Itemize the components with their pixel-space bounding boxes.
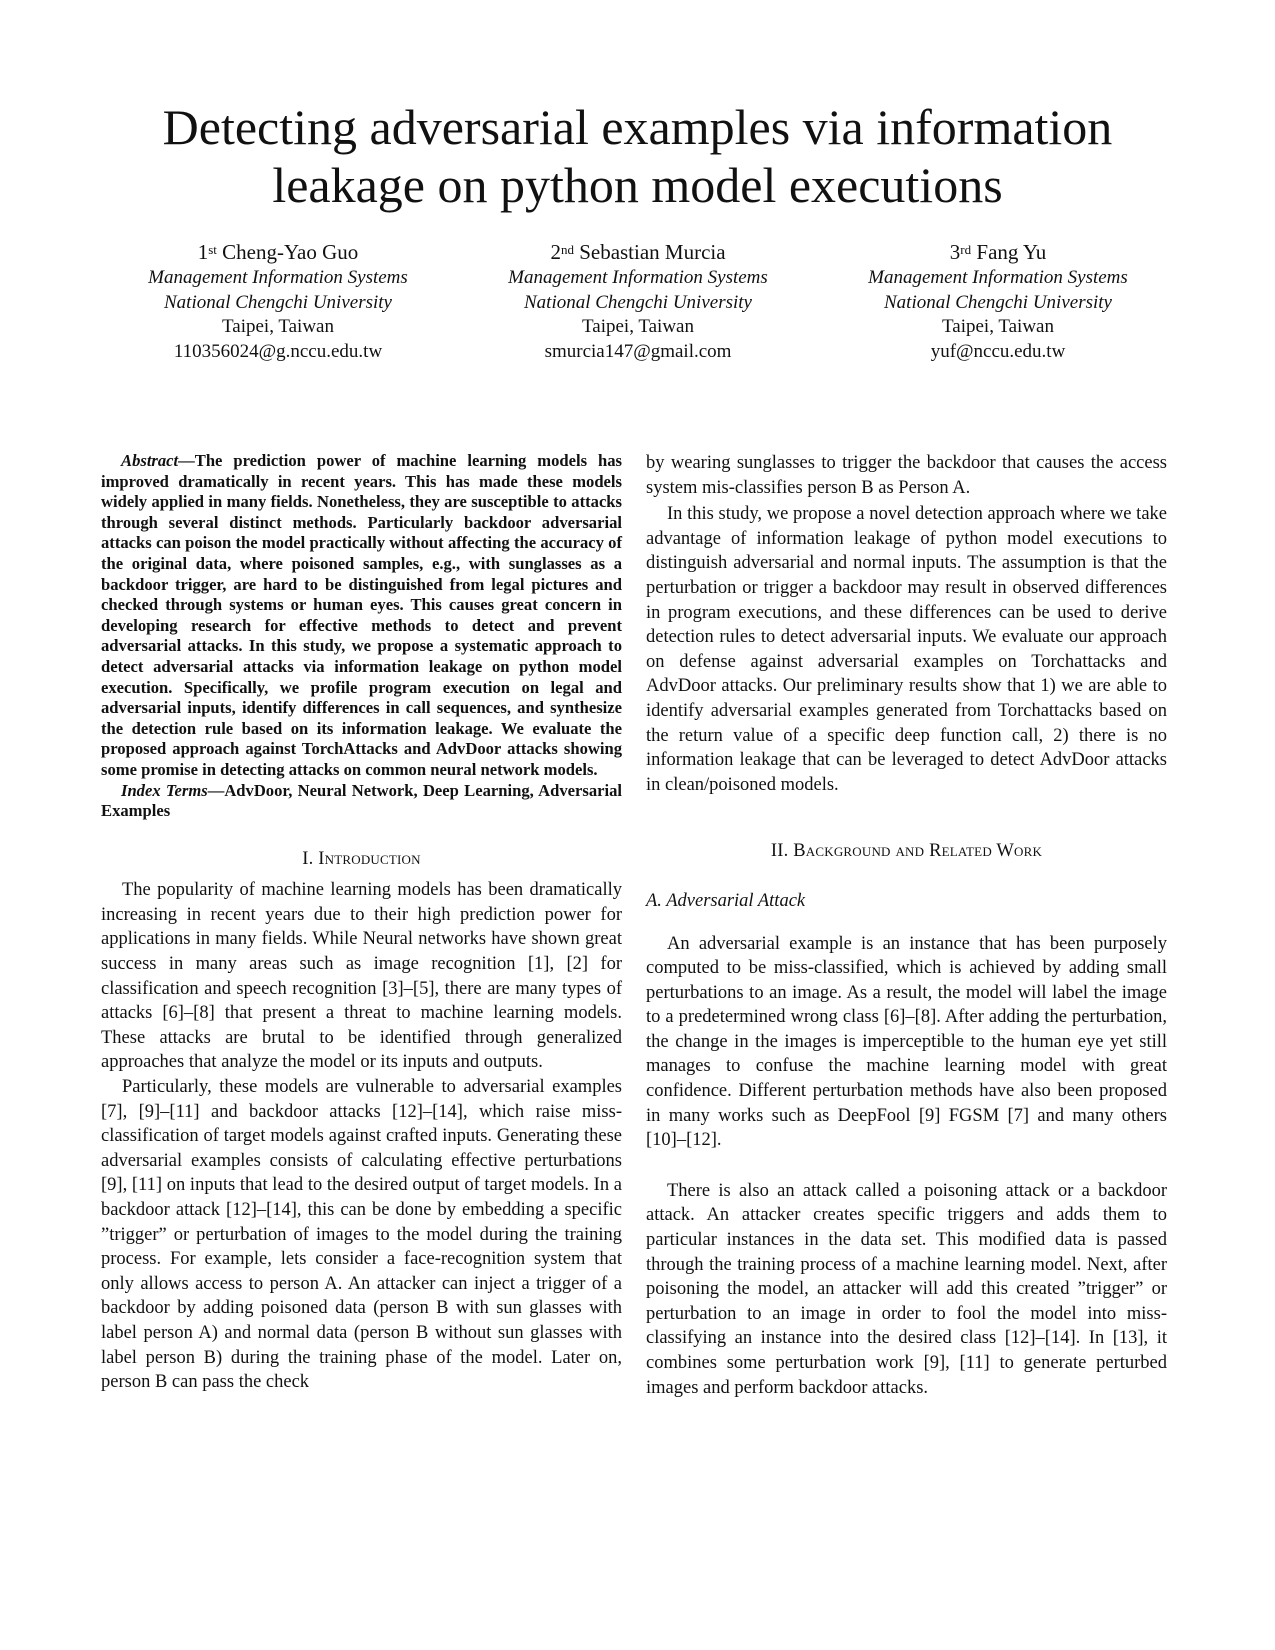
- section-1-heading: [101, 847, 622, 872]
- author-1-location: Taipei, Taiwan: [221, 316, 334, 337]
- author-2-dept: Management Information Systems: [508, 267, 768, 288]
- author-3-dept: Management Information Systems: [868, 267, 1128, 288]
- author-3-ordinal: 3: [949, 240, 961, 264]
- author-1-name: Cheng-Yao Guo: [222, 240, 359, 264]
- index-terms-text: —AdvDoor, Neural Network, Deep Learning, Adversarial Examples: [101, 780, 622, 821]
- background-paragraph-2: There is also an attack called a poisoning attack or a backdoor attack. An attacker creates specific triggers and adds them to particular instances in the data set. This modified data is passed through the training process of a machine learning model. Next, after poisoning the model, an attacker will add this created ”trigger” or perturbation to an image in order to fool the model into miss-classifying an instance into the desired class [12]–[14]. In [13], it combines some perturbation work [9], [11] to generate perturbed images and perform backdoor attacks.: [646, 1180, 1167, 1398]
- author-2-location: Taipei, Taiwan: [581, 316, 694, 337]
- left-column: [101, 451, 622, 1395]
- intro-paragraph-2: Particularly, these models are vulnerable to adversarial examples [7], [9]–[11] and backdoor attacks [12]–[14], which raise miss-classification of target models against crafted inputs. Generating these adversarial examples consists of calculating effective perturbations [9], [11] on inputs that lead to the desired output of target models. In a backdoor attack [12]–[14], this can be done by embedding a specific ”trigger” or perturbation of images to the model during the training process. For example, lets consider a face-recognition system that only allows access to person A. An attacker can inject a trigger of a backdoor by adding poisoned data (person B with sun glasses with label person A) and normal data (person B without sun glasses with label person B) during the training phase of the model. Later on, person B can pass the check: [101, 1077, 622, 1393]
- background-paragraph-1: An adversarial example is an instance that has been purposely computed to be miss-classified, which is achieved by adding small perturbations to an image. As a result, the model will label the image to a predetermined wrong class [6]–[8]. After adding the perturbation, the change in the images is imperceptible to the human eye yet still manages to confuse the machine learning model with great confidence. Different perturbation methods have also been proposed in many works such as DeepFool [9] FGSM [7] and many others [10]–[12].: [646, 933, 1167, 1151]
- author-3-email: yuf@nccu.edu.tw: [930, 340, 1066, 362]
- subsection-a-heading: A. Adversarial Attack: [646, 890, 806, 911]
- index-terms: [101, 781, 622, 822]
- author-2-name: Sebastian Murcia: [579, 240, 726, 264]
- author-1-dept: Management Information Systems: [148, 267, 408, 288]
- author-3: [838, 238, 1158, 364]
- abstract-text: —The prediction power of machine learning models has improved dramatically in recent years. This has made these models widely applied in many fields. Nonetheless, they are susceptible to attacks through several distinct methods. Particularly backdoor adversarial attacks can poison the model practically without affecting the accuracy of the original data, where poisoned samples, e.g., with sunglasses as a backdoor trigger, are hard to be distinguished from legal pictures and checked through systems or human eyes. This causes great concern in developing research for effective methods to detect and prevent adversarial attacks. In this study, we propose a systematic approach to detect adversarial attacks via information leakage on python model execution. Specifically, we profile program execution on legal and adversarial inputs, identify differences in call sequences, and synthesize the detection rule based on its information leakage. We evaluate the proposed approach against TorchAttacks and AdvDoor attacks showing some promise in detecting attacks on common neural network models.: [101, 451, 622, 779]
- author-2-ordinal: 2: [550, 240, 561, 264]
- index-terms-lead: Index Terms: [121, 780, 208, 800]
- author-3-ordinal-suffix: rd: [960, 242, 972, 257]
- abstract: [101, 451, 622, 781]
- author-1: [118, 238, 438, 364]
- author-1-university: National Chengchi University: [164, 291, 392, 313]
- author-1-email: 110356024@g.nccu.edu.tw: [173, 340, 383, 362]
- author-2-university: National Chengchi University: [524, 291, 752, 313]
- author-3-name: Fang Yu: [976, 240, 1047, 264]
- section-2-heading: [646, 839, 1167, 864]
- author-1-ordinal-suffix: st: [208, 242, 217, 257]
- abstract-lead: Abstract: [121, 451, 179, 470]
- section-2-title: Background and Related Work: [793, 841, 1043, 862]
- intro-paragraph-1: The popularity of machine learning models has been dramatically increasing in recent years due to their high prediction power for applications in many fields. While Neural networks have shown great success in many areas such as image recognition [1], [2] for classification and speech recognition [3]–[5], there are many types of attacks [6]–[8] that present a threat to machine learning models. These attacks are brutal to be identified through generalized approaches that analyze the model or its inputs and outputs.: [101, 880, 622, 1073]
- paper-title: Detecting adversarial examples via information leakage on python model executions: [162, 99, 1113, 213]
- right-column: [646, 451, 1167, 1400]
- author-1-ordinal: 1: [197, 240, 209, 264]
- author-2-email: smurcia147@gmail.com: [544, 340, 732, 362]
- section-1-title: Introduction: [318, 848, 421, 869]
- author-3-university: National Chengchi University: [884, 291, 1112, 313]
- intro-paragraph-3: In this study, we propose a novel detection approach where we take advantage of information leakage of python model executions to distinguish adversarial and normal inputs. The assumption is that the perturbation or trigger a backdoor may result in observed differences in program executions, and these differences can be used to derive detection rules to detect adversarial inputs. We evaluate our approach on defense against adversarial examples on Torchattacks and AdvDoor attacks. Our preliminary results show that 1) we are able to identify adversarial examples generated from Torchattacks based on the return value of a specific deep function call, 2) there is no information leakage that can be leveraged to detect AdvDoor attacks in clean/poisoned models.: [646, 504, 1167, 795]
- author-2: [478, 238, 798, 364]
- section-2-number: II.: [770, 841, 789, 862]
- author-3-location: Taipei, Taiwan: [941, 316, 1054, 337]
- intro-paragraph-2-continuation: by wearing sunglasses to trigger the backdoor that causes the access system mis-classifies person B as Person A.: [646, 453, 1167, 498]
- author-2-ordinal-suffix: nd: [560, 242, 574, 257]
- section-1-number: I.: [302, 848, 314, 869]
